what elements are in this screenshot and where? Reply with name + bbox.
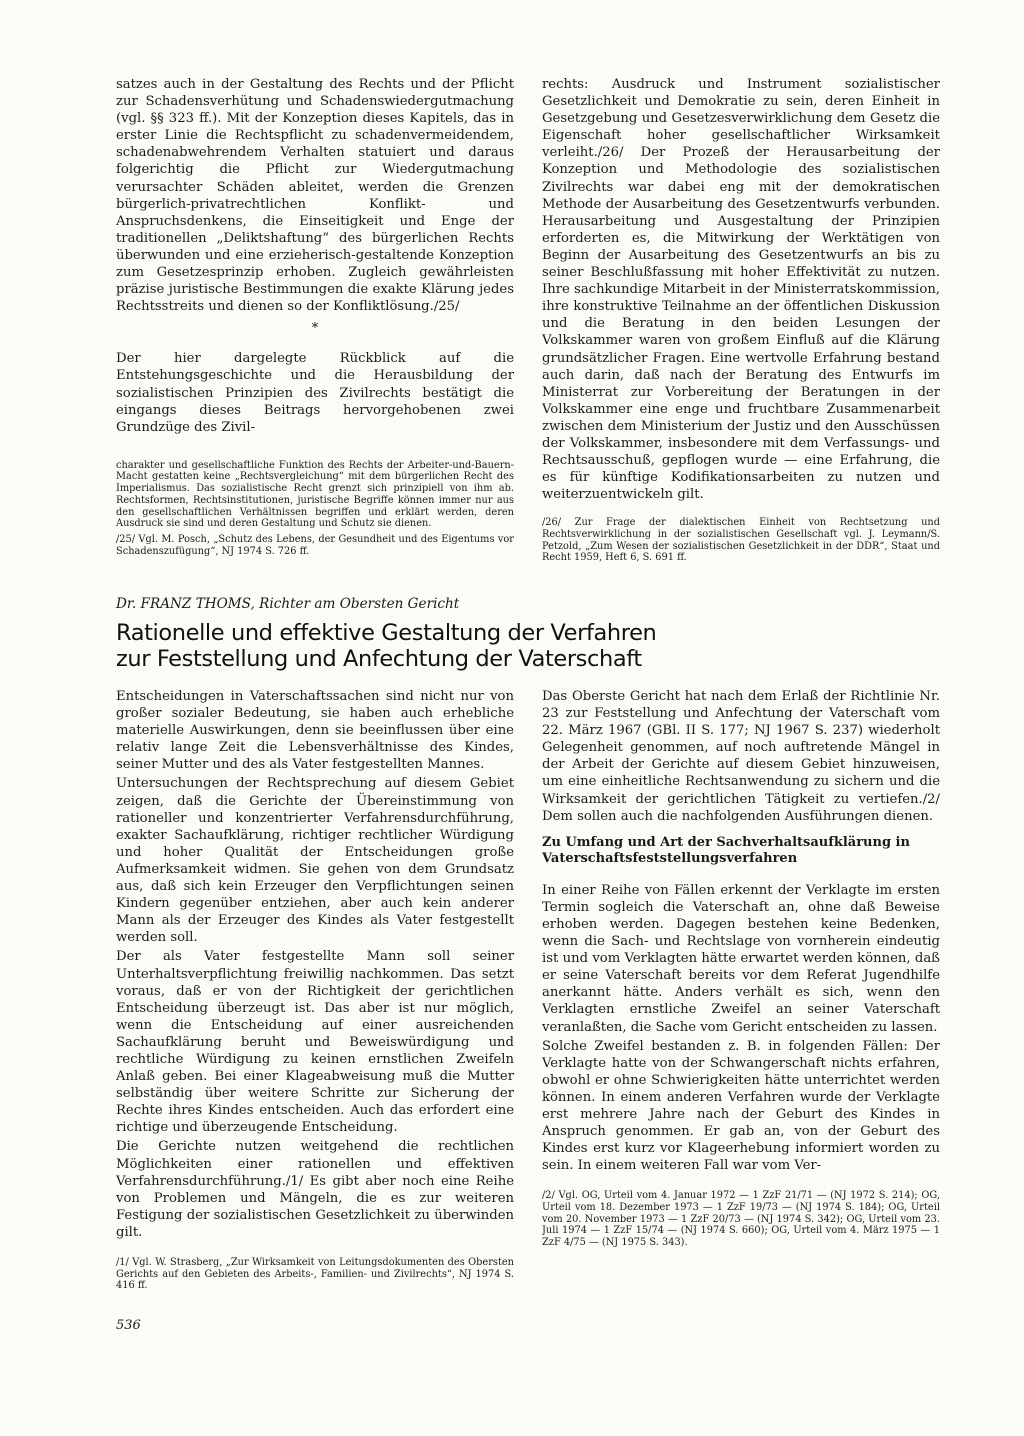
- section-separator: *: [311, 321, 319, 337]
- top-left-column: [116, 76, 514, 586]
- body-paragraph: rechts: Ausdruck und Instrument sozialistischer Gesetzlichkeit und Demokratie zu sein, deren Einheit in Gesetzgebung und Gesetzesverwirklichung dem Gesetz die Eigenschaft hoher gesellschaftlicher Wirksamkeit verleiht./26/ Der Prozeß der Herausarbeitung der Konzeption und Methodologie des sozialistischen Zivilrechts war dabei eng mit der demokratischen Methode der Ausarbeitung des Gesetzentwurfs verbunden. Herausarbeitung und Ausgestaltung der Prinzipien erforderten es, die Mitwirkung der Werktätigen von Beginn der Ausarbeitung des Gesetzentwurfs an bis zu seiner Beschlußfassung mit hoher Effektivität zu nutzen. Ihre sachkundige Mitarbeit in der Ministerratskommission, ihre konstruktive Teilnahme an der öffentlichen Diskussion und die Beratung in den beiden Lesungen der Volkskammer waren von großem Einfluß auf die Klärung grundsätzlicher Fragen. Eine wertvolle Erfahrung bestand auch darin, daß nach der Beratung des Entwurfs im Ministerrat zur Vorbereitung der Beratungen in der Volkskammer eine enge und fruchtbare Zusammenarbeit zwischen dem Ministerium der Justiz und den Ausschüssen der Volkskammer, insbesondere mit dem Verfassungs- und Rechtsausschuß, gepflogen wurde — eine Erfahrung, die es für künftige Kodifikationsarbeiten zu nutzen und weiterzuentwickeln gilt.: [542, 77, 940, 503]
- body-paragraph: Solche Zweifel bestanden z. B. in folgenden Fällen: Der Verklagte hatte von der Schwangerschaft nichts erfahren, obwohl er ohne Schwierigkeiten hätte unterrichtet werden können. In einem anderen Verfahren wurde der Verklagte erst mehrere Jahre nach der Geburt des Kindes in Anspruch genommen. Er gab an, von der Geburt des Kindes erst kurz vor Klageerhebung informiert worden zu sein. In einem weiteren Fall war vom Ver-: [542, 1038, 940, 1174]
- title-line: Rationelle und effektive Gestaltung der Verfahren: [116, 620, 657, 646]
- title-line: zur Feststellung und Anfechtung der Vaterschaft: [116, 646, 642, 672]
- bottom-left-column: [116, 688, 514, 1308]
- bottom-right-column: [542, 688, 940, 1308]
- body-paragraph: Der hier dargelegte Rückblick auf die Entstehungsgeschichte und die Herausbildung der sozialistischen Prinzipien des Zivilrechts bestätigt die eingangs dieses Beitrags hervorgehobenen zwei Grundzüge des Zivil-: [116, 351, 514, 435]
- footnote-25: /25/ Vgl. M. Posch, „Schutz des Lebens, der Gesundheit und des Eigentums vor Schadenszufügung“, NJ 1974 S. 726 ff.: [116, 534, 514, 557]
- footnote-1: /1/ Vgl. W. Strasberg, „Zur Wirksamkeit von Leitungsdokumenten des Obersten Gerichts auf den Gebieten des Arbeits-, Familien- und Zivilrechts“, NJ 1974 S. 416 ff.: [116, 1257, 514, 1292]
- body-paragraph: Untersuchungen der Rechtsprechung auf diesem Gebiet zeigen, daß die Gerichte der Übereinstimmung von rationeller und konzentrierter Verfahrensdurchführung, exakter Sachaufklärung, richtiger rechtlicher Würdigung und hoher Qualität der Entscheidungen große Aufmerksamkeit widmen. Sie gehen von dem Grundsatz aus, daß sich kein Erzeuger den Verpflichtungen seinen Kindern gegenüber entziehen, aber auch kein anderer Mann als der Erzeuger des Kindes als Vater festgestellt werden soll.: [116, 776, 514, 946]
- top-right-column: [542, 76, 940, 586]
- article-author: Dr. FRANZ THOMS, Richter am Obersten Gericht: [116, 596, 460, 612]
- footnote: charakter und gesellschaftliche Funktion des Rechts der Arbeiter-und-Bauern-Macht gestatten keine „Rechtsvergleichung“ mit dem bürgerlichen Recht des Imperialismus. Das sozialistische Recht grenzt sich prinzipiell von ihm ab. Rechtsformen, Rechtsinstitutionen, juristische Begriffe können immer nur aus den gesellschaftlichen Verhältnissen begriffen und erklärt werden, deren Ausdruck sie sind und deren Gestaltung und Schutz sie dienen.: [116, 459, 514, 530]
- footnote-26: /26/ Zur Frage der dialektischen Einheit von Rechtsetzung und Rechtsverwirklichung in der sozialistischen Gesellschaft vgl. J. Leymann/S. Petzold, „Zum Wesen der sozialistischen Gesetzlichkeit in der DDR“, Staat und Recht 1959, Heft 6, S. 691 ff.: [542, 517, 940, 564]
- body-paragraph: Der als Vater festgestellte Mann soll seiner Unterhaltsverpflichtung freiwillig nachkommen. Das setzt voraus, daß er von der Richtigkeit der gerichtlichen Entscheidung überzeugt ist. Das aber ist nur möglich, wenn die Entscheidung auf einer ausreichenden Sachaufklärung beruht und Beweiswürdigung und rechtliche Würdigung zu keinen ernstlichen Zweifeln Anlaß geben. Bei einer Klageabweisung muß die Mutter selbständig über weitere Schritte zur Sicherung der Rechte ihres Kindes entscheiden. Auch das erfordert eine richtige und überzeugende Entscheidung.: [116, 949, 514, 1136]
- page-number: 536: [116, 1318, 141, 1333]
- body-paragraph: Die Gerichte nutzen weitgehend die rechtlichen Möglichkeiten einer rationellen und effektiven Verfahrensdurchführung./1/ Es gibt aber noch eine Reihe von Problemen und Mängeln, die es zur weiteren Festigung der sozialistischen Gesetzlichkeit zu überwinden gilt.: [116, 1139, 514, 1240]
- article-title: [116, 620, 936, 672]
- body-paragraph: satzes auch in der Gestaltung des Rechts und der Pflicht zur Schadensverhütung und Schadenswiedergutmachung (vgl. §§ 323 ff.). Mit der Konzeption dieses Kapitels, das in erster Linie die Rechtspflicht zu schadenvermeidendem, schadenabwehrendem Verhalten statuiert und daraus folgerichtig die Pflicht zur Wiedergutmachung verursachter Schäden ableitet, werden die Grenzen bürgerlich-privatrechtlichen Konflikt- und Anspruchsdenkens, die Einseitigkeit und Enge der traditionellen „Deliktshaftung“ des bürgerlichen Rechts überwunden und eine erzieherisch-gestaltende Konzeption zum Gesetzesprinzip erhoben. Zugleich gewährleisten präzise juristische Bestimmungen die exakte Klärung jedes Rechtsstreits und dienen so der Konfliktlösung./25/: [116, 77, 514, 315]
- body-paragraph: In einer Reihe von Fällen erkennt der Verklagte im ersten Termin sogleich die Vaterschaft an, ohne daß Beweise erhoben werden. Dagegen bestehen keine Bedenken, wenn die Sach- und Rechtslage von vornherein eindeutig ist und vom Verklagten hätte erwartet werden können, daß er seine Vaterschaft bereits vor dem Referat Jugendhilfe anerkannt hätte. Anders verhält es sich, wenn den Verklagten ernstliche Zweifel an seiner Vaterschaft veranlaßten, die Sache vom Gericht entscheiden zu lassen.: [542, 882, 940, 1035]
- footnote-2: /2/ Vgl. OG, Urteil vom 4. Januar 1972 — 1 ZzF 21/71 — (NJ 1972 S. 214); OG, Urteil vom 18. Dezember 1973 — 1 ZzF 19/73 — (NJ 1974 S. 184); OG, Urteil vom 20. November 1973 — 1 ZzF 20/73 — (NJ 1974 S. 342); OG, Urteil vom 23. Juli 1974 — 1 ZzF 15/74 — (NJ 1974 S. 660); OG, Urteil vom 4. März 1975 — 1 ZzF 4/75 — (NJ 1975 S. 343).: [542, 1190, 940, 1249]
- body-paragraph: Entscheidungen in Vaterschaftssachen sind nicht nur von großer sozialer Bedeutung, sie haben auch erhebliche materielle Auswirkungen, denn sie beeinflussen über eine relativ lange Zeit die Lebensverhältnisse des Kindes, seiner Mutter und des als Vater festgestellten Mannes.: [116, 689, 514, 773]
- body-paragraph: Das Oberste Gericht hat nach dem Erlaß der Richtlinie Nr. 23 zur Feststellung und Anfechtung der Vaterschaft vom 22. März 1967 (GBl. II S. 177; NJ 1967 S. 237) wiederholt Gelegenheit genommen, auf noch auftretende Mängel in der Arbeit der Gerichte auf diesem Gebiet hinzuweisen, um eine einheitliche Rechtsanwendung zu sichern und die Wirksamkeit der gerichtlichen Tätigkeit zu vertiefen./2/ Dem sollen auch die nachfolgenden Ausführungen dienen.: [542, 689, 940, 824]
- section-subheading: Zu Umfang und Art der Sachverhaltsaufklärung in Vaterschaftsfeststellungsverfahren: [542, 834, 910, 867]
